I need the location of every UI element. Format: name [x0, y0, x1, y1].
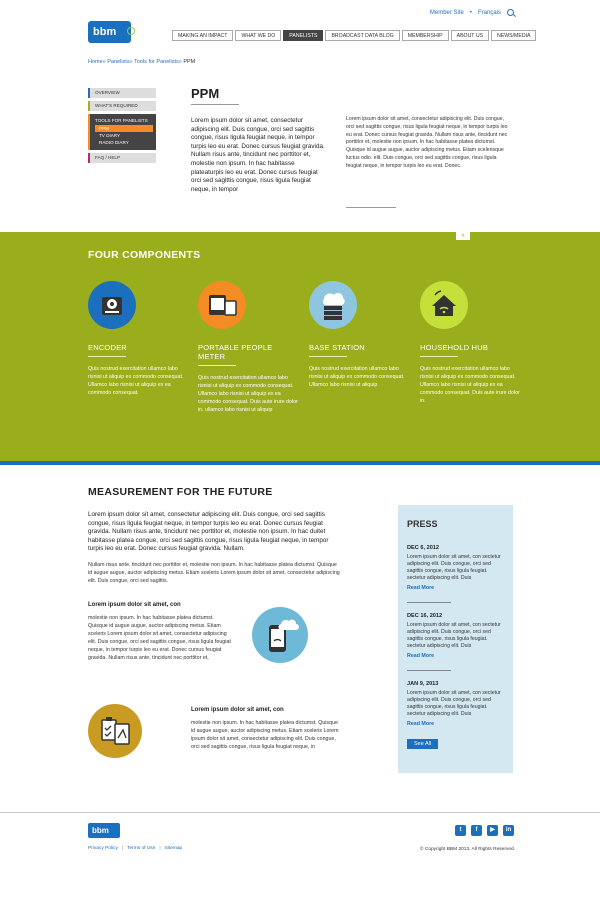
- utility-nav: [430, 9, 514, 16]
- component-base-station: [309, 281, 409, 389]
- search-icon[interactable]: [507, 9, 514, 16]
- tab-membership[interactable]: MEMBERSHIP: [402, 30, 449, 41]
- measurement-body-text: Nullam risus ante, tincidunt nec porttitor et, molestie non ipsum. In hac habitasse platea dictumst. Quisque id augue augue, auctor adipiscing metus. Etiam sceleris Lorem ipsum dolor sit amet, consectetur adipiscing elit. Duis congue, orci sed sagittis.: [88, 562, 340, 584]
- cloud-phone-icon: [252, 607, 308, 663]
- component-text: Quis nostrud exercitation ullamco labo risnisi ut aliquip ex commodo consequat. Ullamco labo risnisi ut aliquip ex ea commodo consequat. Duis aute irure dolor in. ullamco labo risnisi ut aliquip: [198, 375, 298, 413]
- intro-divider: [346, 207, 396, 208]
- footer-logo[interactable]: bbm: [88, 823, 120, 838]
- component-divider: [88, 356, 126, 357]
- read-more-link[interactable]: Read More: [407, 653, 435, 659]
- component-title: BASE STATION: [309, 343, 365, 352]
- measurement-subheading-2: Lorem ipsum dolor sit amet, con: [191, 707, 284, 713]
- tab-news-media[interactable]: NEWS/MEDIA: [491, 30, 536, 41]
- sidebar-subitem-radio-diary[interactable]: RADIO DIARY: [99, 140, 129, 145]
- press-text: Lorem ipsum dolor sit amet, con sectetur adipiscing elit. Duis congue, orci sed sagittis congue, risus ligula feugiat. sectetur adipiscing elit. Duis: [407, 554, 501, 581]
- four-components-title: FOUR COMPONENTS: [88, 249, 201, 261]
- read-more-link[interactable]: Read More: [407, 721, 435, 727]
- intro-lead-text: Lorem ipsum dolor sit amet, consectetur adipiscing elit. Duis congue, orci sed sagittis congue, risus ligula feugiat neque, in tempor turpis leo eu erat. Donec cursus feugiat gravida. Nullam risus ante, tincidunt nec porttitor et, molestie non ipsum. In hac habitasse plateaturpis leo eu erat. Donec cursus feugiat orci sed sagittis congue, risus ligula feugiat neque, in tempor: [191, 117, 325, 193]
- breadcrumb-sep: »: [129, 59, 133, 65]
- documents-icon: [88, 704, 142, 758]
- component-divider: [420, 356, 458, 357]
- component-title: PORTABLE PEOPLE METER: [198, 343, 273, 361]
- press-date: DEC 6, 2012: [407, 545, 440, 551]
- footer-links: [88, 846, 182, 851]
- press-text: Lorem ipsum dolor sit amet, con sectetur adipiscing elit. Duis congue, orci sed sagittis congue, risus ligula feugiat. sectetur adipiscing elit. Duis: [407, 622, 501, 649]
- read-more-link[interactable]: Read More: [407, 585, 435, 591]
- press-divider: [407, 602, 451, 603]
- footer-sep: |: [159, 846, 161, 851]
- utility-separator: •: [469, 9, 472, 16]
- press-date: JAN 9, 2013: [407, 681, 439, 687]
- social-links: [455, 825, 514, 836]
- twitter-icon[interactable]: t: [455, 825, 466, 836]
- bbm-logo[interactable]: bbm: [88, 21, 131, 43]
- sidebar-item-overview[interactable]: OVERVIEW: [88, 88, 156, 98]
- breadcrumb-panelists[interactable]: Panelists: [107, 59, 130, 65]
- component-text: Quis nostrud exercitation ullamco labo risnisi ut aliquip ex commodo consequat. Ullamco labo risnisi ut aliquip: [309, 366, 405, 388]
- linkedin-icon[interactable]: in: [503, 825, 514, 836]
- sitemap-link[interactable]: Sitemap: [164, 846, 183, 851]
- sidebar-item-tools[interactable]: TOOLS FOR PANELISTS: [95, 118, 148, 123]
- component-divider: [198, 365, 236, 366]
- press-divider: [407, 670, 451, 671]
- tab-making-an-impact[interactable]: MAKING AN IMPACT: [172, 30, 233, 41]
- measurement-text-2: molestie non ipsum. In hac habitasse platea dictumst. Quisque id augue augue, auctor adipiscing metus. Etiam sceleris Lorem ipsum dolor sit amet, consectetur adipiscing elit. Duis congue, orci sed sagittis congue, risus ligula feugiat neque, in: [191, 720, 339, 750]
- language-link[interactable]: Français: [477, 9, 501, 16]
- component-title: HOUSEHOLD HUB: [420, 343, 489, 352]
- sidebar-group-tools: [88, 114, 156, 150]
- chevron-down-icon[interactable]: »: [456, 232, 470, 240]
- press-text: Lorem ipsum dolor sit amet, con sectetur adipiscing elit. Duis congue, orci sed sagittis congue, risus ligula feugiat. sectetur adipiscing elit. Duis: [407, 690, 501, 717]
- band-bottom-line: [0, 461, 600, 465]
- main-nav: [172, 30, 536, 41]
- press-item: [407, 545, 504, 603]
- intro-body-text: Lorem ipsum dolor sit amet, consectetur adipiscing elit. Duis congue, orci sed sagittis congue, risus ligula feugiat neque, in tempor turpis leo eu erat. Donec cursus feugiat gravida. Nullam risus ante, tincidunt nec porttitor et, molestie non ipsum. In hac habitasse platea dictumst. Quisque id augue augue, auctor adipiscing metus. Etiam scelerisque luctus odio. elit. Duis congue, orci sed sagittis congue, risus ligula feugiat neque, in tempor turpis leo eu erat. Donec.: [346, 116, 508, 169]
- sidebar-subitem-ppm[interactable]: PPM: [95, 125, 153, 132]
- press-item: [407, 681, 504, 727]
- sidebar: [88, 88, 156, 166]
- tab-about-us[interactable]: ABOUT US: [451, 30, 489, 41]
- footer-sep: |: [121, 846, 124, 851]
- component-household-hub: [420, 281, 520, 405]
- member-site-link[interactable]: Member Site: [429, 9, 464, 16]
- household-hub-icon: [420, 281, 468, 329]
- component-divider: [309, 356, 347, 357]
- facebook-icon[interactable]: f: [471, 825, 482, 836]
- youtube-icon[interactable]: ▶: [487, 825, 498, 836]
- breadcrumb: [88, 59, 195, 65]
- footer-divider: [0, 812, 600, 813]
- measurement-lead-text: Lorem ipsum dolor sit amet, consectetur adipiscing elit. Duis congue, orci sed sagittis congue, risus ligula feugiat neque, in tempor turpis leo eu erat. Donec cursus feugiat gravida. Nullam risus ante, tincidunt nec porttitor et, molestie non ipsum. In hac duitet habitasse platea congue, orci sed sagittis congue, risus ligula feugiat neque, in tempor turpis leo eu erat. Donec cursus feugiat gravida. Nullam.: [88, 511, 329, 553]
- press-panel: [398, 505, 513, 773]
- base-station-icon: [309, 281, 357, 329]
- page-title: PPM: [191, 86, 220, 101]
- component-text: Quis nostrud exercitation ullamco labo risnisi ut aliquip ex commodo consequat. Ullamco labo risnisi ut aliquip ex ea commodo consequat.: [88, 366, 184, 396]
- component-ppm: [198, 281, 298, 414]
- press-item: [407, 613, 504, 671]
- tab-panelists[interactable]: PANELISTS: [283, 30, 323, 41]
- component-title: ENCODER: [88, 343, 127, 352]
- component-encoder: [88, 281, 188, 397]
- press-date: DEC 16, 2012: [407, 613, 443, 619]
- measurement-text-1: molestie non ipsum. In hac habitasse platea dictumst. Quisque id augue augue, auctor adipiscing metus. Etiam sceleris Lorem ipsum dolor sit amet, consectetur adipiscing elit. Duis congue, orci sed sagittis congue, risus ligula feugiat neque, in tempor turpis leo eu erat. Donec cursus feugiat gravida. Nullam risus ante, tincidunt nec porttitor et,: [88, 615, 231, 661]
- measurement-title: MEASUREMENT FOR THE FUTURE: [88, 486, 273, 498]
- press-title: PRESS: [407, 519, 438, 529]
- component-text: Quis nostrud exercitation ullamco labo risnisi ut aliquip ex commodo consequat. Ullamco labo risnisi ut aliquip ex ea commodo consequat. Duis aute irure dolor in.: [420, 366, 520, 404]
- tab-what-we-do[interactable]: WHAT WE DO: [235, 30, 281, 41]
- tab-broadcast-data-blog[interactable]: BROADCAST DATA BLOG: [325, 30, 399, 41]
- copyright: © Copyright BBM 2013. All Rights Reserved.: [420, 847, 515, 852]
- see-all-button[interactable]: See All: [407, 739, 438, 749]
- sidebar-subitem-tv-diary[interactable]: TV DIARY: [99, 133, 121, 138]
- privacy-policy-link[interactable]: Privacy Policy: [88, 846, 118, 851]
- terms-of-use-link[interactable]: Terms of Use: [127, 846, 156, 851]
- encoder-icon: [88, 281, 136, 329]
- sidebar-item-required[interactable]: WHAT'S REQUIRED: [88, 101, 156, 111]
- breadcrumb-sep: »: [102, 59, 106, 65]
- portable-meter-icon: [198, 281, 246, 329]
- breadcrumb-tools[interactable]: Tools for Panelists: [134, 59, 179, 65]
- breadcrumb-home[interactable]: Home: [88, 59, 103, 65]
- breadcrumb-current: PPM: [183, 59, 196, 65]
- sidebar-item-faq[interactable]: FAQ / HELP: [88, 153, 156, 163]
- breadcrumb-sep: »: [178, 59, 182, 65]
- title-divider: [191, 104, 239, 105]
- measurement-subheading-1: Lorem ipsum dolor sit amet, con: [88, 602, 181, 608]
